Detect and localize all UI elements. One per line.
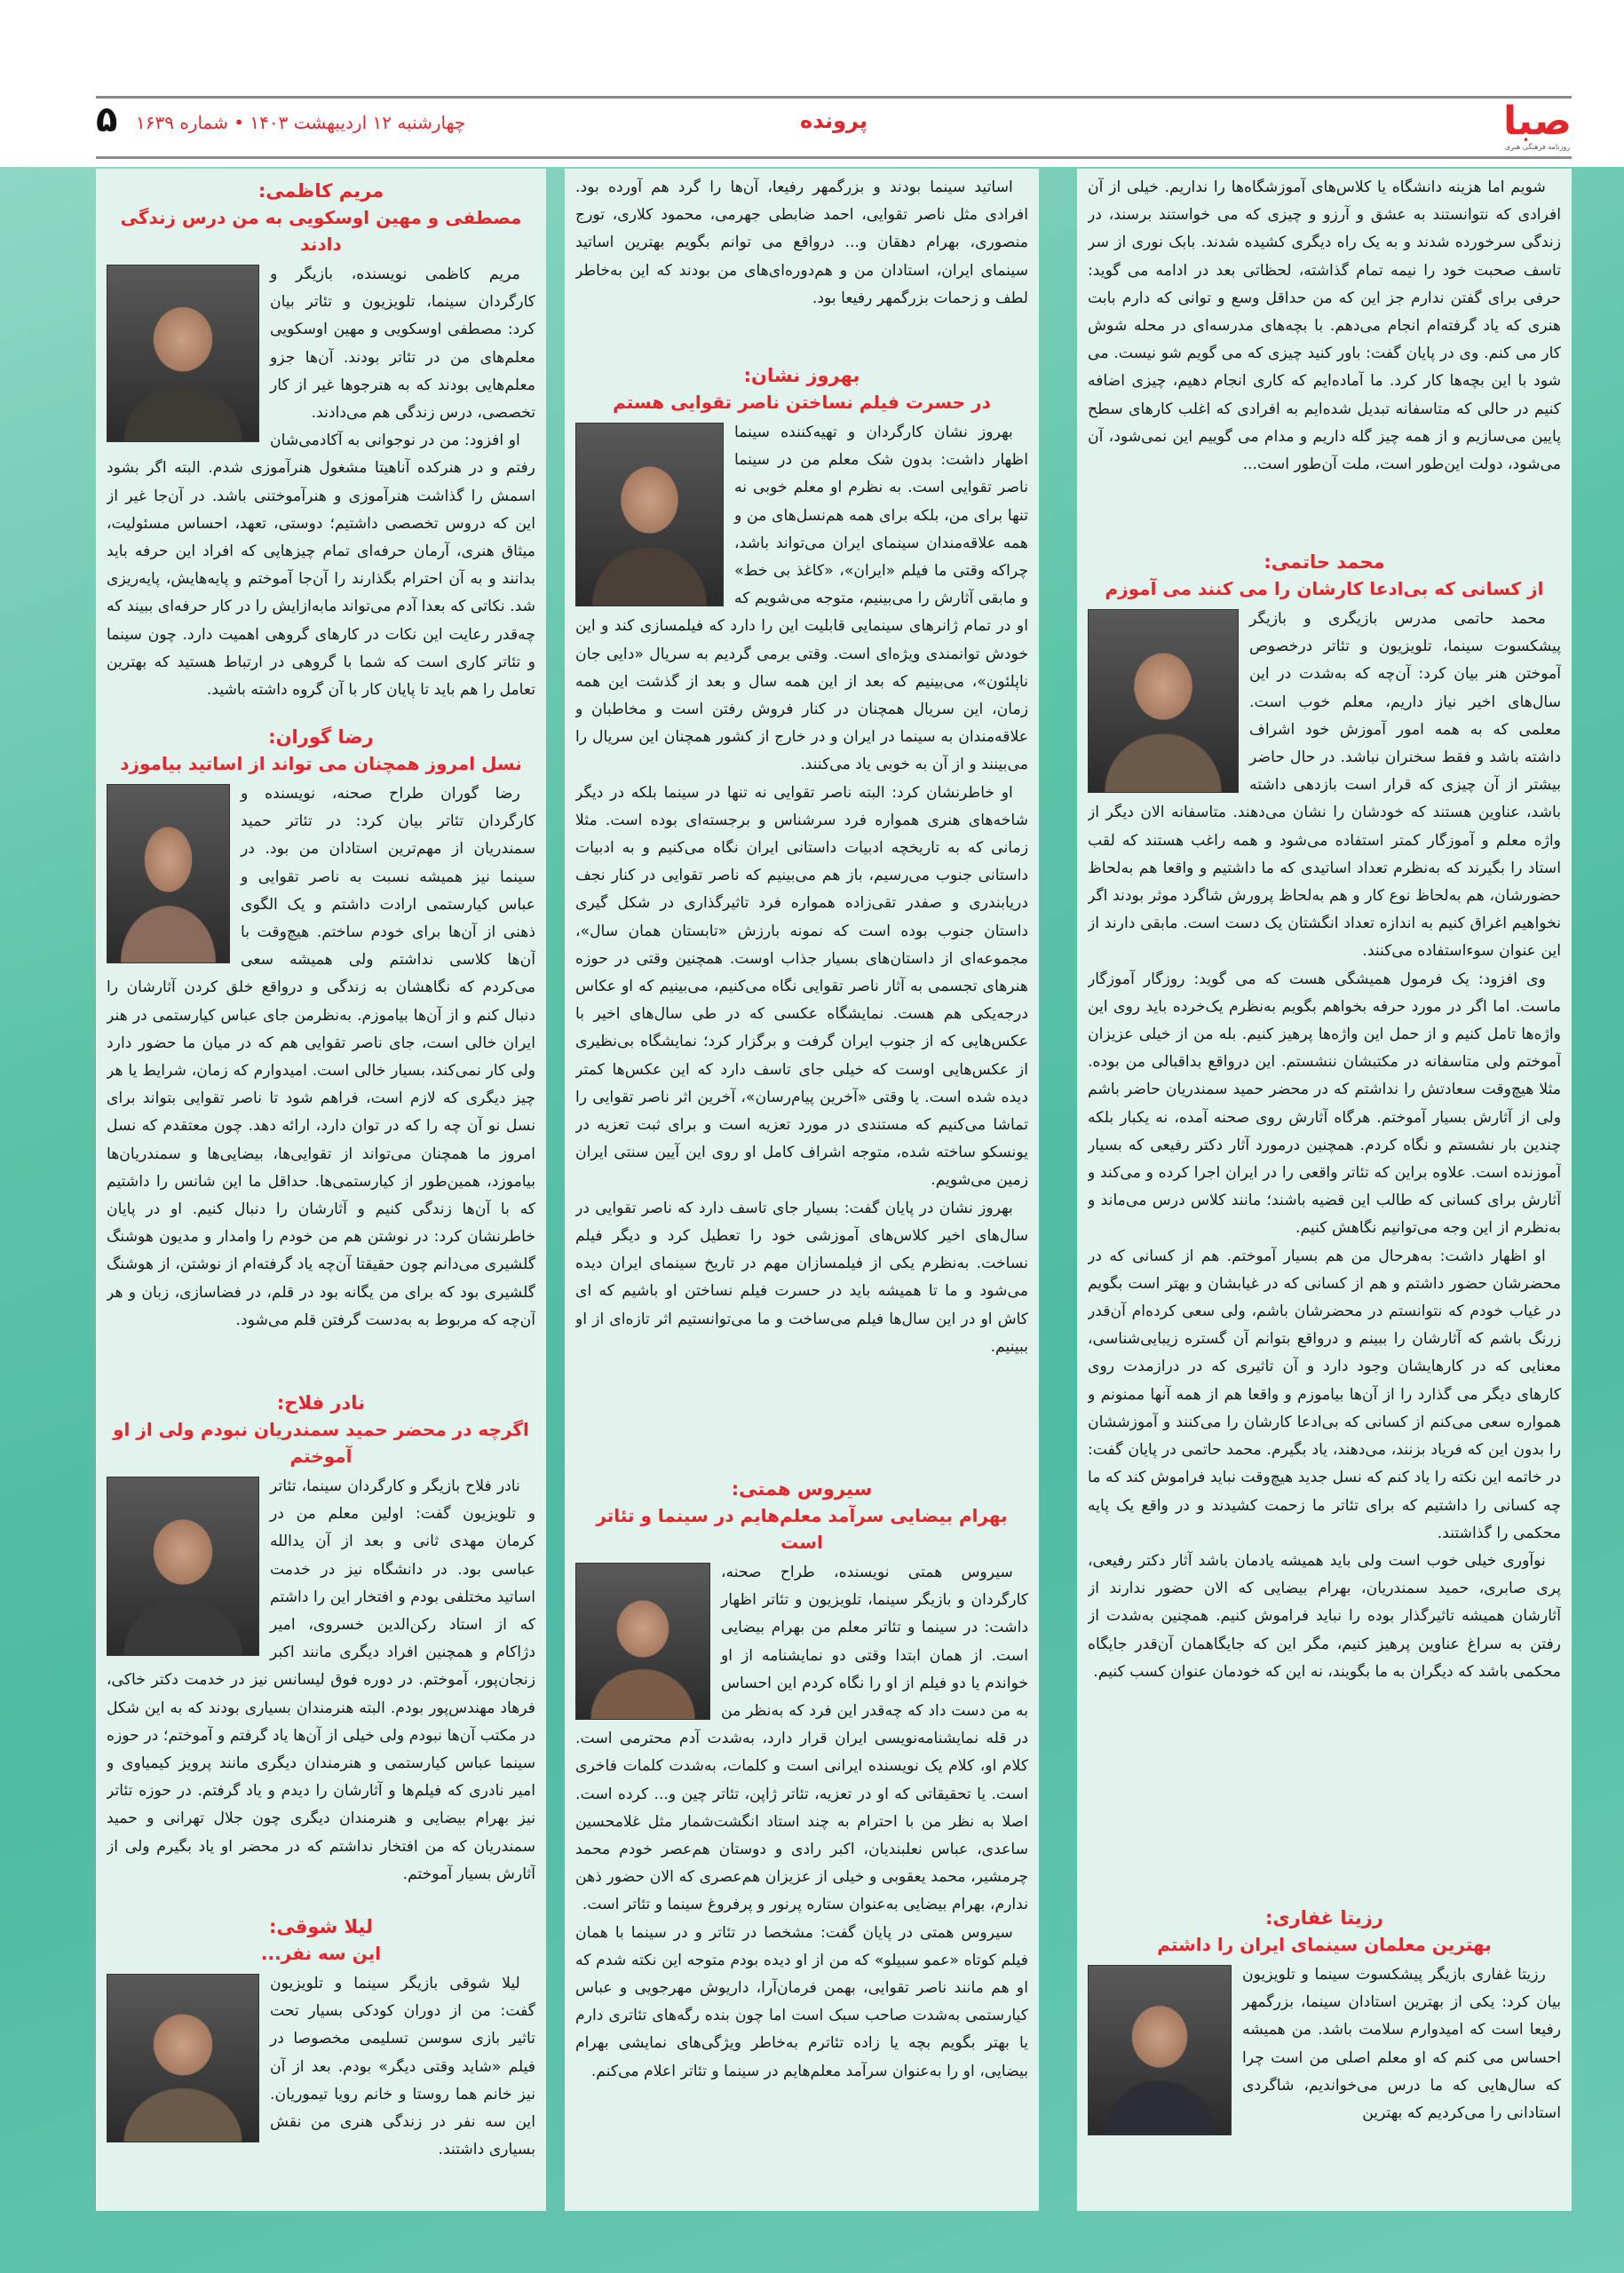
article-paragraph: رضا گوران طراح صحنه، نویسنده و کارگردان تئاتر بیان کرد: در تئاتر حمید سمندریان از مهم‌ترین استادان من بود. در سینما نیز همیشه نسبت به ناصر تقوایی و عباس کیارستمی ارادت داشتم و یک الگوی ذهنی از آن‌ها برای خودم ساختم. هیچ‌وقت با آن‌ها کلاسی نداشتم ولی همیشه سعی می‌کردم که نگاهشان به زندگی و درواقع خلق کردن آثارشان را دنبال کنم و از آن‌ها بیاموزم. به‌نظرمن جای عباس کیارستمی در هنر ایران خالی است، جای ناصر تقوایی هم که در میان ما حضور دارد ولی کار نمی‌کند، بسیار خالی است. امیدوارم که زمان، شرایط یا هر چیز دیگری که لازم است، فراهم شود تا ناصر تقوایی بتواند برای نسل نو آن چه را که در توان دارد، ارائه دهد. چون معتقدم که نسل امروز ما همچنان می‌تواند از تقوایی‌ها، بیضایی‌ها و سمندریان‌ها بیاموزد، همین‌طور از کیارستمی‌ها. حداقل ما این شانس را داشتیم که با آن‌ها زندگی کنیم و آثارشان را دنبال کنیم. او در پایان خاطرنشان کرد: در نوشتن هم من خودم را وامدار و مدیون هوشنگ گلشیری می‌دانم چون حقیقتا آن‌چه یاد گرفته‌ام از نوشتن، از هوشنگ گلشیری بود که برای من یگانه بود در قلم، در فضاسازی، زبان و هر آن‌چه که مربوط به به‌دست گرفتن قلم می‌شود. (107, 785, 535, 1329)
article-paragraph: مریم کاظمی نویسنده، بازیگر و کارگردان سینما، تلویزیون و تئاتر بیان کرد: مصطفی اوسکویی و مهین اوسکویی معلم‌های من در تئاتر بودند. آن‌ها جزو معلم‌هایی بودند که به هنرجوها غیر از کار تخصصی، درس زندگی هم می‌دادند. (270, 265, 535, 423)
article-behrouz-neshan (575, 362, 1028, 1654)
article-paragraph: او افزود: من در نوجوانی به آکادمی‌شان رفتم و در هنرکده آناهیتا مشغول هنرآموزی شدم. البته اگر بشود اسمش را گذاشت هنرآموزی و هنرآموختنی باشد. در آن‌جا غیر از این که دروس تخصصی داشتیم؛ دوستی، تعهد، احساس مسئولیت، میثاق هنری، آرمان حرفه‌ای تمام چیزهایی که افراد این حرفه باید بدانند و به آن احترام بگذارند را آن‌جا آموختم و پایه‌هایش، پایه‌ریزی شد. نکاتی که بعدا آدم می‌تواند مابه‌ازایش را در کار حرفه‌ای ببیند که چه‌قدر رعایت این نکات در کارهای گروهی اهمیت دارد. چون سینما و تئاتر کاری است که شما با گروهی در ارتباط هستید که بهترین تعامل را هم باید تا پایان کار با آن گروه داشته باشید. (107, 432, 535, 700)
interviewee-name: رزیتا غفاری: (1265, 1907, 1383, 1928)
article-paragraph: او خاطرنشان کرد: البته ناصر تقوایی نه تنها در سینما بلکه در دیگر شاخه‌های هنری همواره فرد سرشناس و برجسته‌ای بوده است. مثلا زمانی که به تاریخچه ادبیات داستانی ایران نگاه می‌کنیم و به ادبیات داستانی جنوب می‌رسیم، باز هم می‌بینیم که ناصر تقوایی در کنار نجف دریابندری و صفدر تقی‌زاده همواره فرد تاثیرگذاری در شکل گیری داستان جنوب بوده است که نمونه بارزش «تابستان همان سال»، مجموعه‌ای از داستان‌های بسیار جذاب اوست. همچنین وقتی در حوزه هنرهای تجسمی به آثار ناصر تقوایی نگاه می‌کنیم، می‌بینیم که او عکاس درجه‌یکی هم هست. نمایشگاه عکسی که در طی سال‌های اخیر با عکس‌هایی که از جنوب ایران گرفت و برگزار کرد؛ نمایشگاه بی‌نظیری از عکس‌هایی اوست که خیلی جای تاسف دارد که این عکس‌ها کمتر دیده شده است. یا وقتی «آخرین پیام‌رسان»، آخرین اثر ناصر تقوایی را تماشا می‌کنیم که مستندی در مورد تعزیه است و برای ثبت تعزیه در یونسکو ساخته شده، متوجه اشراف کامل او روی این آیین سنتی ایران زمین می‌شویم. (575, 783, 1028, 1190)
photo-rozita-ghaffari (1088, 1965, 1232, 2135)
dateline: چهارشنبه ۱۲ اردیبهشت ۱۴۰۳ • شماره ۱۶۳۹ (136, 112, 466, 133)
interviewee-name: سیروس همتی: (731, 1478, 873, 1500)
photo-leila-shoghi (107, 1974, 259, 2142)
interviewee-name: رضا گوران: (268, 726, 374, 748)
interviewee-name: نادر فلاح: (276, 1392, 366, 1414)
article-paragraph: رزیتا غفاری بازیگر پیشکسوت سینما و تلویزیون بیان کرد: یکی از بهترین استادان سینما، بزرگمهر رفیعا است که امیدوارم سلامت باشد. من همیشه احساس می کنم که او معلم اصلی من است چرا که سال‌هایی که ما درس می‌خواندیم، شاگردی استادانی را می‌کردیم که بهترین (1242, 1966, 1561, 2123)
column-right (1077, 169, 1572, 2211)
article-continuation (1088, 174, 1561, 538)
article-leila-shoghi (107, 1913, 535, 2211)
column-middle (565, 169, 1039, 2211)
section-label: پرونده (800, 108, 867, 133)
interviewee-name: محمد حاتمی: (1264, 551, 1385, 573)
article-continuation (575, 174, 1028, 352)
article-headline: مصطفی و مهین اوسکویی به من درس زندگی دادند (120, 207, 522, 255)
interviewee-name: مریم کاظمی: (257, 180, 384, 202)
article-headline: اگرچه در محضر حمید سمندریان نبودم ولی از او آموختم (113, 1419, 529, 1467)
article-paragraph: شویم اما هزینه دانشگاه یا کلاس‌های آموزشگاه‌ها را نداریم. خیلی از آن افرادی که نتوانستند به عشق و آرزو و چیزی که می خواستند برسند، در زندگی سرخورده شدند و به یک راه دیگری کشیده شدند. بابک نوری از سر تاسف صحبت خود را نیمه تمام گذاشته، لحظاتی بعد در ادامه می گوید: حرفی برای گفتن ندارم جز این که من حداقل وسع و توانی که دارم بابت هنری که یاد گرفته‌ام انجام می‌دهم. با بچه‌های مدرسه‌ای در محله شوش کار می کنم. وی در پایان گفت: باور کنید چیزی که می گویم شو نیست. می شود با این بچه‌ها کار کرد. ما آماده‌ایم که کاری انجام دهیم، چیزی اضافه کنیم در حالی که متاسفانه تبدیل شده‌ایم به افرادی که اغلب کارهای سطح پایین می‌سازیم و از همه چیز گله داریم و مدام می گوییم این نمی‌شود، آن می‌شود، دولت این‌طور است، ملت آن‌طور است... (1088, 178, 1561, 474)
article-paragraph: اساتید سینما بودند و بزرگمهر رفیعا، آن‌ها را گرد هم آورده بود. افرادی مثل ناصر تقوایی، احمد ضابطی جهرمی، محمود کلاری، تورج منصوری، بهرام دهقان و... درواقع می توانم بگویم بهترین اساتید سینمای ایران، استادان من و هم‌دوره‌ای‌های من بودند که این به‌خاطر لطف و زحمات بزرگمهر رفیعا بود. (575, 178, 1028, 307)
article-paragraph: بهروز نشان کارگردان و تهیه‌کننده سینما اظهار داشت: بدون شک معلم من در سینما ناصر تقوایی است. به نظرم او معلم خوبی نه تنها برای من، بلکه برای همه هم‌نسل‌های من و همه علاقه‌مندان سینمای ایران می‌تواند باشد، چراکه وقتی ما فیلم «ایران»، «کاغذ بی خط» و مابقی آثارش را می‌بینیم، متوجه می‌شویم که او در تمام ژانرهای سینمایی قابلیت این را دارد که فیلمسازی کند و این خودش توانمندی ویژه‌ای است. وقتی برمی گردیم به سریال «دایی جان ناپلئون»، می‌بینیم که بعد از این همه سال و بعد از گذشت این همه زمان، این سریال همچنان در کنار فروش رفتن است و مخاطبان و علاقه‌مندان به سینما در ایران و در خارج از کشور همچنان این سریال را می‌بینند و از آن به خوبی یاد می‌کنند. (575, 424, 1028, 774)
article-paragraph: بهروز نشان در پایان گفت: بسیار جای تاسف دارد که ناصر تقوایی در سال‌های اخیر کلاس‌های آموزشی خود را تعطیل کرد و دیگر فیلم نساخت. به‌نظرم یکی از فیلمسازان مهم در تاریخ سینمای ایران دیده می‌شود و ما تا همیشه باید در حسرت فیلم نساختن او باشیم که ای کاش او در این سال‌ها فیلم می‌ساخت و ما می‌توانستیم اثر تازه‌ای از او ببینیم. (575, 1199, 1028, 1356)
article-paragraph: نوآوری خیلی خوب است ولی باید همیشه یادمان باشد آثار دکتر رفیعی، پری صابری، حمید سمندریان، بهرام بیضایی که الان حضور ندارند از آثارشان همیشه تاثیرگذار بوده را نباید فراموش کنیم. همچنین به‌شدت از رفتن به سراغ عناوین پرهیز کنیم، مگر این که جایگاهمان آن‌قدر جایگاه محکمی باشد که دیگران به ما بگویند، نه این که خودمان عنوان کسب کنیم. (1088, 1551, 1561, 1681)
article-headline: نسل امروز همچنان می تواند از اساتید بیاموزد (120, 753, 522, 774)
article-paragraph: سیروس همتی نویسنده، طراح صحنه، کارگردان و بازیگر سینما، تلویزیون و تئاتر اظهار داشت: در سینما و تئاتر معلم من بهرام بیضایی است. از همان ابتدا وقتی دو نمایشنامه از او خواندم یا دو فیلم از او را نگاه کردم این احساس به من دست داد که چه‌قدر این فرد که به‌نظر من در قله نمایشنامه‌نویسی ایران قرار دارد، به‌شدت آدم محترمی است. کلام او، کلام یک نویسنده ایرانی است و کلمات، به‌شدت کلمات فاخری است. یا تحقیقاتی که او در تعزیه، تئاتر ژاپن، تئاتر چین و... کرده است. اصلا به نظر من با احترام به چند استاد انگشت‌شمار مثل غلامحسین ساعدی، عباس نعلبندیان، اکبر رادی و دوستان هم‌عصر خودم محمد چرمشیر، محمد یعقوبی و خیلی از عزیزان هم‌عصری که الان حضور ذهن ندارم، بهرام بیضایی به‌عنوان ستاره پرنور و پرفروغ سینما و تئاتر است. (575, 1564, 1028, 1914)
bottom-rule (96, 156, 1572, 159)
article-paragraph: نادر فلاح بازیگر و کارگردان سینما، تئاتر و تلویزیون گفت: اولین معلم من در کرمان مهدی ثانی و بعد از آن یدالله عباسی بود. در دانشگاه نیز در خدمت اساتید مختلفی بودم و افتخار این را داشتم که از استاد رکن‌الدین خسروی، امیر دژاکام و همچنین افراد دیگری مانند اکبر زنجان‌پور، آموختم. در دوره فوق لیسانس نیز در خدمت دکتر خاکی، فرهاد مهندس‌پور بودم. البته هنرمندان بسیاری بودند که به این شکل در مکتب آن‌ها نبودم ولی خیلی از آن‌ها یاد گرفتم و آموختم؛ در حوزه سینما عباس کیارستمی و هنرمندان دیگری مانند پرویز کیمیاوی و امیر نادری که فیلم‌ها و آثارشان را دیدم و یاد گرفتم. در حوزه تئاتر نیز بهرام بیضایی و هنرمندان دیگری چون جلال تهرانی و حمید سمندریان که من افتخار نداشتم که در محضر او یاد بگیرم ولی از آثارش بسیار آموختم. (107, 1477, 535, 1883)
photo-reza-goran (107, 784, 230, 963)
article-maryam-kazemi (107, 178, 535, 715)
article-siroos-hemmati (575, 1476, 1028, 2211)
photo-maryam-kazemi (107, 265, 259, 442)
page-number: ۵ (96, 99, 118, 140)
top-rule (96, 96, 1572, 99)
article-headline: بهترین معلمان سینمای ایران را داشتم (1157, 1934, 1492, 1955)
photo-mohammad-hatami (1088, 609, 1239, 793)
photo-siroos-hemmati (575, 1563, 710, 1720)
article-headline: در حسرت فیلم نساختن ناصر تقوایی هستم (613, 392, 991, 413)
article-paragraph: او اظهار داشت: به‌هرحال من هم بسیار آموختم. هم از کسانی که در محضرشان حضور داشتم و هم از کسانی که در غیابشان و بهتر است بگویم در غیاب خودم که نتوانستم در محضرشان باشم، ولی سعی کرده‌ام آن‌قدر زرنگ باشم که آثارشان را ببینم و درواقع بتوانم آن گستره زیبایی‌شناسی، معنایی که در کارهایشان وجود دارد و آن تاثیری که در درازمدت روی کارهای دیگر می گذارد را از آن‌ها بیاموزم و واقعا هم از همه آنها ممنونم و همواره سعی می‌کنم از کسانی که بی‌ادعا کارشان را می‌کنند و آموزششان را بدون این که فریاد بزنند، می‌دهند، یاد بگیرم. محمد حاتمی در پایان گفت: در خاتمه این نکته را یاد کنم که نسل جدید هیچ‌وقت نباید فراموش کند که ما چه کسانی را داشتیم که برای تئاتر ما زحمت کشیدند و در واقع یک پایه محکمی را گذاشتند. (1088, 1247, 1561, 1542)
photo-nader-fallah (107, 1477, 259, 1656)
article-headline: بهرام بیضایی سرآمد معلم‌هایم در سینما و تئاتر است (596, 1505, 1008, 1553)
article-headline: این سه نفر... (260, 1943, 382, 1964)
masthead (96, 99, 1572, 154)
article-paragraph: لیلا شوقی بازیگر سینما و تلویزیون گفت: من از دوران کودکی بسیار تحت تاثیر بازی سوسن تسلیمی مخصوصا در فیلم «شاید وقتی دیگر» بودم. بعد از آن نیز خانم هما روستا و خانم رویا تیموریان. این سه نفر در زندگی هنری من نقش بسیاری داشتند. (270, 1975, 535, 2159)
article-mohammad-hatami (1088, 549, 1561, 1898)
article-rozita-ghaffari (1088, 1905, 1561, 2211)
article-nader-fallah (107, 1390, 535, 1896)
article-headline: از کسانی که بی‌ادعا کارشان را می کنند می آموزم (1105, 578, 1544, 599)
article-paragraph: محمد حاتمی مدرس بازیگری و بازیگر پیشکسوت سینما، تلویزیون و تئاتر درخصوص آموختن هنر بیان کرد: آن‌چه که به‌شدت در این سال‌های اخیر نیاز داریم، معلم خوب است. معلمی که به همه امور آموزش خود اشراف داشته باشد و فقط سخنران نباشد. در حال حاضر بیشتر از آن چیزی که قرار است بازدهی داشته باشد، عناوین هستند که خودشان را نشان می‌دهند. متاسفانه الان دیگر از واژه معلم و آموزگار کمتر استفاده می‌شود و همه راغب هستند که لقب استاد را بگیرند که به‌نظرم تعداد اساتیدی که ما داشتیم و واقعا هم به‌لحاظ حضورشان، هم به‌لحاظ نوع کار و هم به‌لحاظ پرورش شاگرد موثر بودند اگر نخواهیم اغراق کنیم به اندازه تعداد انگشتان یک دست است. مابقی دارند از این عنوان سوءاستفاده می‌کنند. (1088, 610, 1561, 961)
interviewee-name: بهروز نشان: (743, 365, 860, 386)
newspaper-logo: صبا روزنامه فرهنگی هنری (1503, 99, 1572, 151)
article-paragraph: وی افزود: یک فرمول همیشگی هست که می گوید: روزگار آموزگار ماست. اما اگر در مورد حرفه بخواهم بگویم به‌نظرم یک‌خرده باید روی این واژه‌ها تامل کنیم و از حمل این واژه‌ها پرهیز کنیم. بله من از خیلی عزیزان آموختم ولی متاسفانه در مکتبشان ننشستم. این درواقع بداقبالی من بوده. مثلا هیچ‌وقت سعادتش را نداشتم که در محضر حمید سمندریان حاضر باشم ولی از آثارش بسیار آموختم. هرگاه آثارش روی صحنه آمده، نه یکبار بلکه چندین بار نشستم و نگاه کردم. همچنین درمورد آثار دکتر رفیعی که بسیار آموزنده است. علاوه براین که تئاتر واقعی را در ایران اجرا کرده و می‌کند و آثارش برای کسانی که طالب این قضیه باشند؛ مانند کلاس درس می‌ماند و به‌نظرم از این وجه می‌توانیم نگاهش کنیم. (1088, 970, 1561, 1238)
photo-behrouz-neshan (575, 423, 724, 606)
interviewee-name: لیلا شوقی: (269, 1916, 373, 1937)
column-left (96, 169, 546, 2211)
article-paragraph: سیروس همتی در پایان گفت: مشخصا در تئاتر و در سینما با همان فیلم کوتاه «عمو سبیلو» که من از او دیده بودم متوجه این نکته شدم که او هم مانند ناصر تقوایی، بهمن فرمان‌آرا، داریوش مهرجویی و عباس کیارستمی به‌شدت صاحب سبک است اما چون بنده رگه‌های تئاتری دارم یا بهتر بگویم بچه یا زاده تئاترم به‌خاطر ویژگی‌های نمایشی بهرام بیضایی، او را به‌عنوان سرآمد معلم‌هایم در سینما و تئاتر اعلام می‌کنم. (575, 1923, 1028, 2080)
